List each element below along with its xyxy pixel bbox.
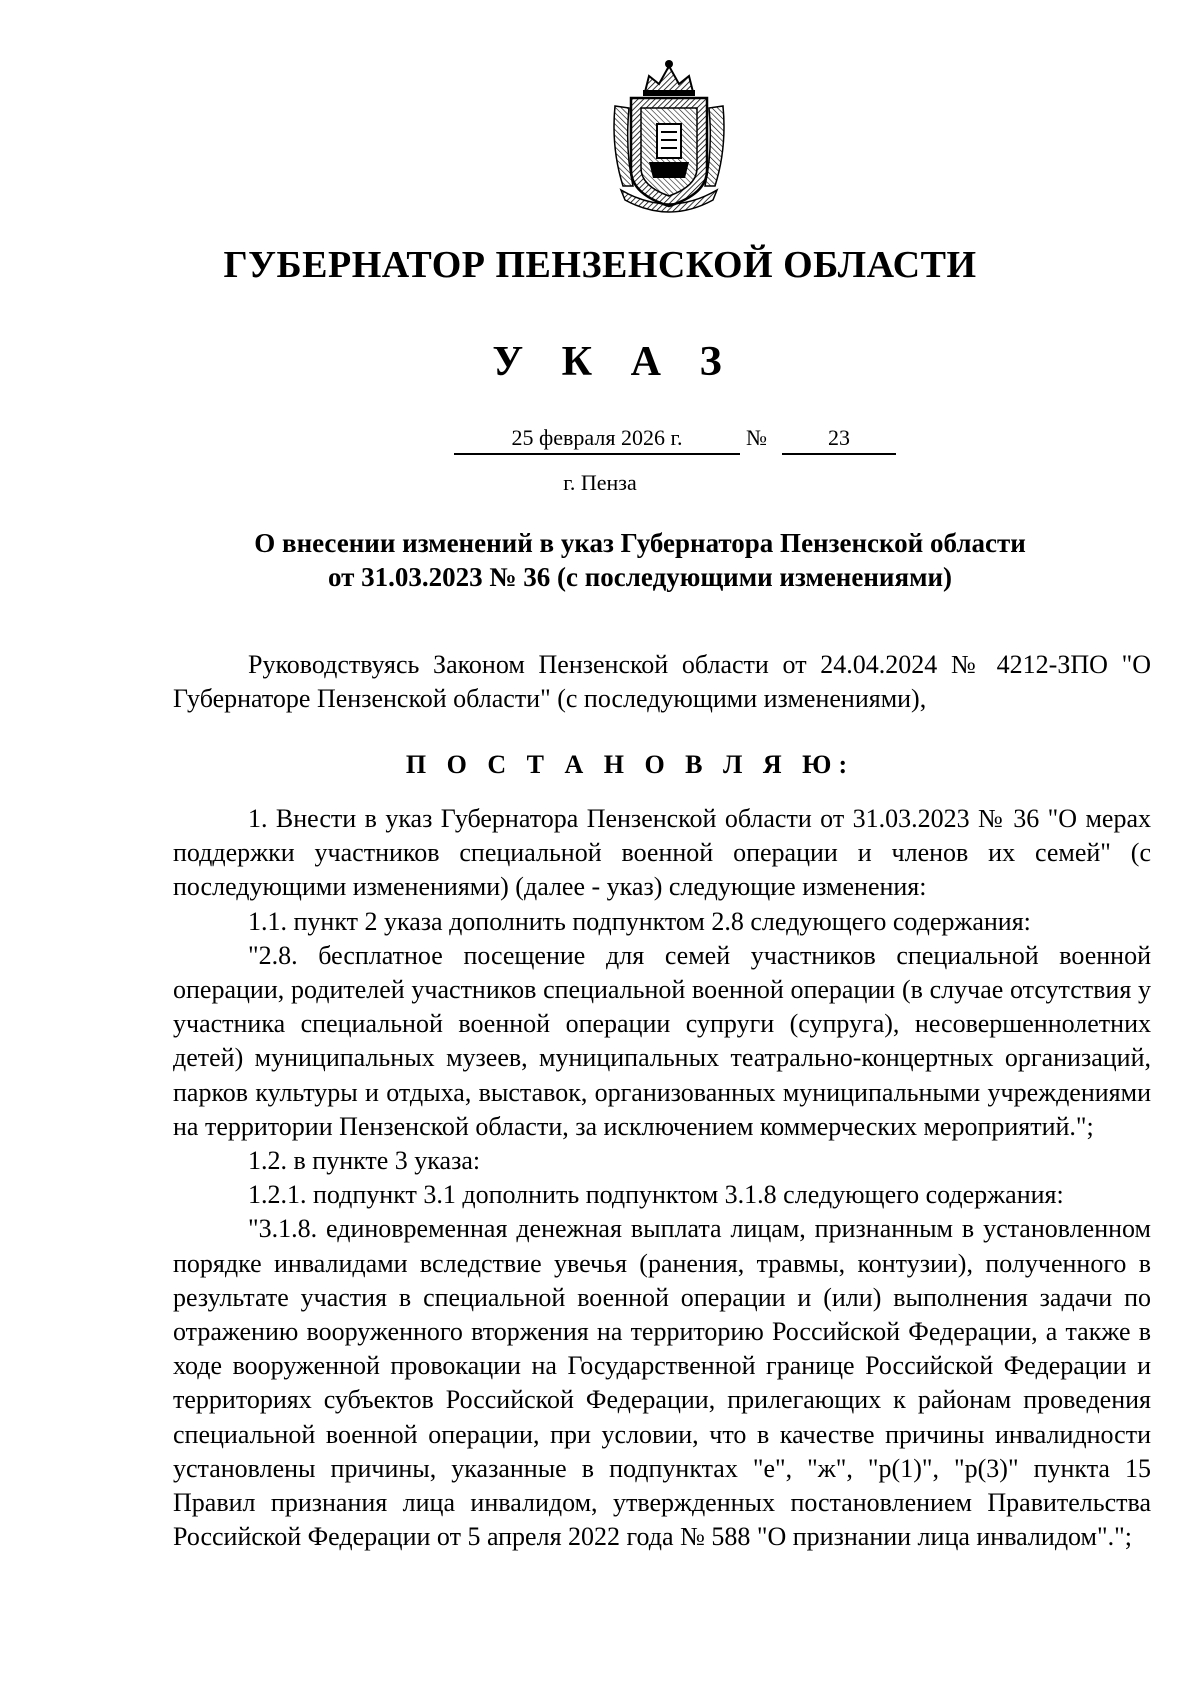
paragraph-3-1-8: "3.1.8. единовременная денежная выплата лицам, признанным в установленном порядке инвалидами вследствие увечья (ранения, травмы, контузии), полученного в результате участия в специальной военной операции и (или) выполнения задачи по отражению вооруженного вторжения на территорию Российской Федерации, а также в ходе вооруженной провокации на Государственной границе Российской Федерации и территориях субъектов Российской Федерации, прилегающих к районам проведения специальной военной операции, при условии, что в качестве причины инвалидности установлены причины, указанные в подпунктах "е", "ж", "р(1)", "р(3)" пункта 15 Правил признания лица инвалидом, утвержденных постановлением Правительства Российской Федерации от 5 апреля 2022 года № 588 "О признании лица инвалидом"."; [173,1214,1151,1552]
preamble-block [173,648,1151,716]
paragraph-1-2: 1.2. в пункте 3 указа: [248,1146,481,1176]
document-date: 25 февраля 2026 г. [454,425,740,455]
document-title [160,526,1120,594]
paragraph-1-1: 1.1. пункт 2 указа дополнить подпунктом 2.8 следующего содержания: [248,906,1031,936]
title-line-2: от 31.03.2023 № 36 (с последующими изменениями) [327,562,953,592]
preamble-text: Руководствуясь Законом Пензенской области от 24.04.2024 № 4212-ЗПО "О Губернаторе Пензенской области" (с последующими изменениями), [173,650,1151,714]
issuing-authority: ГУБЕРНАТОР ПЕНЗЕНСКОЙ ОБЛАСТИ [223,244,977,286]
paragraph-1-2-1: 1.2.1. подпункт 3.1 дополнить подпунктом 3.1.8 следующего содержания: [248,1180,1064,1210]
decree-heading: П О С Т А Н О В Л Я Ю: [405,750,855,779]
issue-city: г. Пенза [563,470,637,495]
decree-body [173,802,1151,1554]
coat-of-arms-icon [605,58,733,214]
paragraph-2-8: "2.8. бесплатное посещение для семей участников специальной военной операции, родителей участников специальной военной операции (в случае отсутствия у участника специальной военной операции супруги (супруга), несовершеннолетних детей) муниципальных музеев, муниципальных театрально-концертных организаций, парков культуры и отдыха, выставок, организованных муниципальными учреждениями на территории Пензенской области, за исключением коммерческих мероприятий."; [173,940,1151,1141]
document-type: У К А З [492,339,736,385]
title-line-1: О внесении изменений в указ Губернатора Пензенской области [254,528,1026,558]
document-number: 23 [782,425,896,455]
number-sign: № [746,425,767,450]
paragraph-1: 1. Внести в указ Губернатора Пензенской области от 31.03.2023 № 36 "О мерах поддержки участников специальной военной операции и членов их семей" (с последующими изменениями) (далее - указ) следующие изменения: [173,804,1151,902]
